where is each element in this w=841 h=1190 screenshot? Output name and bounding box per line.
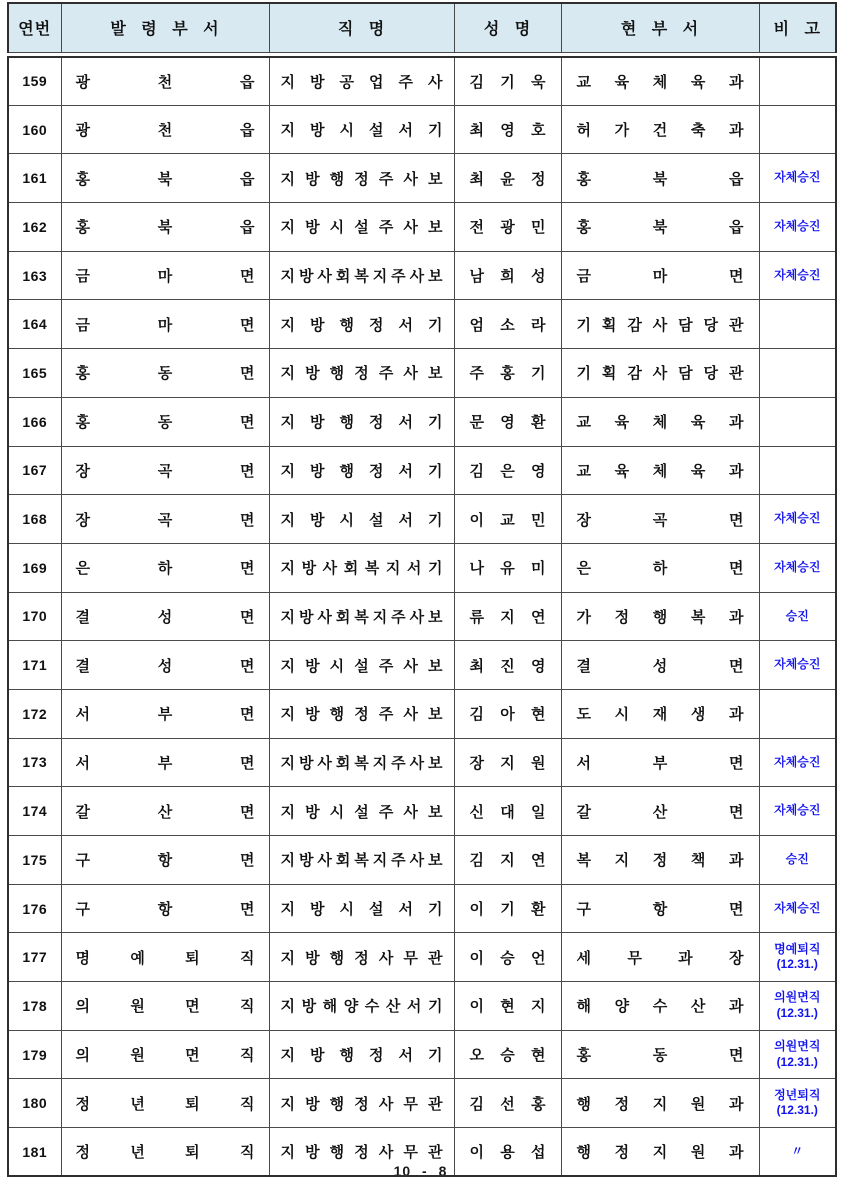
remark-cell	[759, 1030, 836, 1079]
name-cell: 최 진 영	[454, 641, 561, 690]
current-dept-cell: 행 정 지 원 과	[561, 1128, 759, 1177]
remark-cell	[759, 203, 836, 252]
table-row	[8, 105, 836, 154]
remark-cell	[759, 1128, 836, 1177]
position-cell: 지 방 사 회 복 지 주 사 보	[269, 592, 454, 641]
serial-cell: 164	[8, 300, 61, 349]
remark-text: 승진	[785, 608, 809, 623]
remark-text: 정년퇴직	[774, 1087, 821, 1102]
remark-cell	[759, 300, 836, 349]
table-row	[8, 738, 836, 787]
current-dept-cell: 금 마 면	[561, 251, 759, 300]
remark-text: 자체승진	[774, 511, 821, 526]
name-cell: 김 선 홍	[454, 1079, 561, 1128]
position-cell: 지 방 행 정 주 사 보	[269, 154, 454, 203]
current-dept-cell: 장 곡 면	[561, 495, 759, 544]
name-cell: 김 은 영	[454, 446, 561, 495]
remark-cell	[759, 592, 836, 641]
name-cell: 김 지 연	[454, 836, 561, 885]
col-header-position: 직 명	[269, 3, 454, 52]
current-dept-cell: 교 육 체 육 과	[561, 397, 759, 446]
serial-cell: 176	[8, 884, 61, 933]
remark-cell	[759, 1079, 836, 1128]
position-cell: 지 방 시 설 서 기	[269, 105, 454, 154]
name-cell: 류 지 연	[454, 592, 561, 641]
serial-cell: 169	[8, 543, 61, 592]
table-row	[8, 1128, 836, 1177]
name-cell: 엄 소 라	[454, 300, 561, 349]
assigned-dept-cell: 구 항 면	[61, 884, 269, 933]
serial-cell: 171	[8, 641, 61, 690]
assigned-dept-cell: 홍 북 읍	[61, 154, 269, 203]
position-cell: 지 방 행 정 사 무 관	[269, 1128, 454, 1177]
remark-text: 자체승진	[774, 803, 821, 818]
table-row	[8, 689, 836, 738]
remark-text: 자체승진	[774, 219, 821, 234]
table-row	[8, 884, 836, 933]
remark-text: 자체승진	[774, 900, 821, 915]
position-cell: 지 방 시 설 서 기	[269, 884, 454, 933]
remark-text: 자체승진	[774, 170, 821, 185]
remark-cell	[759, 738, 836, 787]
assigned-dept-cell: 정 년 퇴 직	[61, 1128, 269, 1177]
remark-text: 명예퇴직	[774, 941, 821, 956]
table-row	[8, 982, 836, 1031]
table-row	[8, 57, 836, 106]
serial-cell: 179	[8, 1030, 61, 1079]
table-row	[8, 349, 836, 398]
remark-cell	[759, 836, 836, 885]
table-row	[8, 1030, 836, 1079]
position-cell: 지 방 행 정 서 기	[269, 1030, 454, 1079]
current-dept-cell: 교 육 체 육 과	[561, 57, 759, 106]
current-dept-cell: 홍 북 읍	[561, 154, 759, 203]
position-cell: 지 방 해 양 수 산 서 기	[269, 982, 454, 1031]
remark-cell	[759, 884, 836, 933]
serial-cell: 161	[8, 154, 61, 203]
assigned-dept-cell: 은 하 면	[61, 543, 269, 592]
assigned-dept-cell: 홍 북 읍	[61, 203, 269, 252]
remark-text: 자체승진	[774, 657, 821, 672]
current-dept-cell: 허 가 건 축 과	[561, 105, 759, 154]
page-number: 10 - 8	[393, 1163, 448, 1179]
serial-cell: 181	[8, 1128, 61, 1177]
serial-cell: 160	[8, 105, 61, 154]
position-cell: 지 방 행 정 사 무 관	[269, 1079, 454, 1128]
col-header-serial: 연번	[8, 3, 61, 52]
position-cell: 지 방 시 설 서 기	[269, 495, 454, 544]
remark-cell	[759, 446, 836, 495]
current-dept-cell: 홍 북 읍	[561, 203, 759, 252]
remark-date: (12.31.)	[776, 1103, 818, 1118]
name-cell: 이 용 섭	[454, 1128, 561, 1177]
assigned-dept-cell: 의 원 면 직	[61, 1030, 269, 1079]
table-row	[8, 251, 836, 300]
assigned-dept-cell: 갈 산 면	[61, 787, 269, 836]
current-dept-cell: 갈 산 면	[561, 787, 759, 836]
table-row	[8, 300, 836, 349]
position-cell: 지 방 사 회 복 지 주 사 보	[269, 738, 454, 787]
remark-cell	[759, 933, 836, 982]
col-header-name: 성 명	[454, 3, 561, 52]
remark-cell	[759, 57, 836, 106]
position-cell: 지 방 시 설 주 사 보	[269, 203, 454, 252]
current-dept-cell: 해 양 수 산 과	[561, 982, 759, 1031]
remark-text: 자체승진	[774, 754, 821, 769]
remark-cell	[759, 689, 836, 738]
position-cell: 지 방 사 회 복 지 서 기	[269, 543, 454, 592]
position-cell: 지 방 시 설 주 사 보	[269, 787, 454, 836]
remark-cell	[759, 397, 836, 446]
serial-cell: 180	[8, 1079, 61, 1128]
name-cell: 김 아 현	[454, 689, 561, 738]
name-cell: 주 홍 기	[454, 349, 561, 398]
remark-text: 〃	[791, 1143, 804, 1158]
table-row	[8, 787, 836, 836]
remark-date: (12.31.)	[776, 957, 818, 972]
remark-text: 의원면직	[774, 1039, 821, 1053]
serial-cell: 174	[8, 787, 61, 836]
table-row	[8, 397, 836, 446]
assigned-dept-cell: 결 성 면	[61, 641, 269, 690]
col-header-current-dept: 현 부 서	[561, 3, 759, 52]
remark-cell	[759, 105, 836, 154]
position-cell: 지 방 공 업 주 사	[269, 57, 454, 106]
assigned-dept-cell: 구 항 면	[61, 836, 269, 885]
col-header-remarks: 비 고	[759, 3, 836, 52]
table-body	[8, 57, 836, 1177]
position-cell: 지 방 행 정 사 무 관	[269, 933, 454, 982]
current-dept-cell: 복 지 정 책 과	[561, 836, 759, 885]
serial-cell: 172	[8, 689, 61, 738]
col-header-assigned-dept: 발 령 부 서	[61, 3, 269, 52]
current-dept-cell: 행 정 지 원 과	[561, 1079, 759, 1128]
name-cell: 이 교 민	[454, 495, 561, 544]
table-row	[8, 446, 836, 495]
assigned-dept-cell: 장 곡 면	[61, 495, 269, 544]
assigned-dept-cell: 홍 동 면	[61, 349, 269, 398]
name-cell: 남 희 성	[454, 251, 561, 300]
current-dept-cell: 구 항 면	[561, 884, 759, 933]
remark-cell	[759, 154, 836, 203]
serial-cell: 159	[8, 57, 61, 106]
remark-text: 의원면직	[774, 990, 821, 1005]
assigned-dept-cell: 장 곡 면	[61, 446, 269, 495]
serial-cell: 165	[8, 349, 61, 398]
assigned-dept-cell: 서 부 면	[61, 689, 269, 738]
position-cell: 지 방 행 정 서 기	[269, 397, 454, 446]
name-cell: 신 대 일	[454, 787, 561, 836]
serial-cell: 178	[8, 982, 61, 1031]
position-cell: 지 방 시 설 주 사 보	[269, 641, 454, 690]
current-dept-cell: 은 하 면	[561, 543, 759, 592]
remark-date: (12.31.)	[776, 1054, 818, 1069]
serial-cell: 166	[8, 397, 61, 446]
position-cell: 지 방 행 정 서 기	[269, 446, 454, 495]
position-cell: 지 방 사 회 복 지 주 사 보	[269, 836, 454, 885]
current-dept-cell: 세 무 과 장	[561, 933, 759, 982]
table-header	[7, 2, 837, 53]
current-dept-cell: 도 시 재 생 과	[561, 689, 759, 738]
table-body-grid	[7, 56, 837, 1178]
remark-cell	[759, 251, 836, 300]
name-cell: 문 영 환	[454, 397, 561, 446]
serial-cell: 170	[8, 592, 61, 641]
serial-cell: 177	[8, 933, 61, 982]
current-dept-cell: 결 성 면	[561, 641, 759, 690]
serial-cell: 163	[8, 251, 61, 300]
assigned-dept-cell: 의 원 면 직	[61, 982, 269, 1031]
name-cell: 최 영 호	[454, 105, 561, 154]
header-row	[8, 3, 836, 52]
table-row	[8, 592, 836, 641]
current-dept-cell: 가 정 행 복 과	[561, 592, 759, 641]
assigned-dept-cell: 금 마 면	[61, 251, 269, 300]
table-row	[8, 203, 836, 252]
remark-date: (12.31.)	[776, 1005, 818, 1020]
serial-cell: 162	[8, 203, 61, 252]
name-cell: 이 승 언	[454, 933, 561, 982]
serial-cell: 168	[8, 495, 61, 544]
assigned-dept-cell: 광 천 읍	[61, 105, 269, 154]
position-cell: 지 방 행 정 주 사 보	[269, 689, 454, 738]
name-cell: 이 현 지	[454, 982, 561, 1031]
name-cell: 나 유 미	[454, 543, 561, 592]
name-cell: 전 광 민	[454, 203, 561, 252]
assigned-dept-cell: 서 부 면	[61, 738, 269, 787]
name-cell: 이 기 환	[454, 884, 561, 933]
name-cell: 김 기 욱	[454, 57, 561, 106]
serial-cell: 173	[8, 738, 61, 787]
current-dept-cell: 기 획 감 사 담 당 관	[561, 349, 759, 398]
assigned-dept-cell: 광 천 읍	[61, 57, 269, 106]
remark-text: 승진	[785, 852, 809, 867]
remark-text: 자체승진	[774, 559, 821, 574]
table-row	[8, 154, 836, 203]
remark-cell	[759, 641, 836, 690]
position-cell: 지 방 행 정 주 사 보	[269, 349, 454, 398]
position-cell: 지 방 사 회 복 지 주 사 보	[269, 251, 454, 300]
table-row	[8, 933, 836, 982]
table-row	[8, 836, 836, 885]
table-row	[8, 1079, 836, 1128]
serial-cell: 175	[8, 836, 61, 885]
name-cell: 최 윤 정	[454, 154, 561, 203]
current-dept-cell: 기 획 감 사 담 당 관	[561, 300, 759, 349]
name-cell: 장 지 원	[454, 738, 561, 787]
remark-text: 자체승진	[774, 267, 821, 282]
remark-cell	[759, 982, 836, 1031]
remark-cell	[759, 543, 836, 592]
current-dept-cell: 홍 동 면	[561, 1030, 759, 1079]
personnel-table	[7, 2, 835, 1177]
table-row	[8, 543, 836, 592]
remark-cell	[759, 349, 836, 398]
assigned-dept-cell: 금 마 면	[61, 300, 269, 349]
remark-cell	[759, 495, 836, 544]
assigned-dept-cell: 결 성 면	[61, 592, 269, 641]
assigned-dept-cell: 홍 동 면	[61, 397, 269, 446]
table-row	[8, 495, 836, 544]
current-dept-cell: 교 육 체 육 과	[561, 446, 759, 495]
table-row	[8, 641, 836, 690]
assigned-dept-cell: 명 예 퇴 직	[61, 933, 269, 982]
position-cell: 지 방 행 정 서 기	[269, 300, 454, 349]
remark-cell	[759, 787, 836, 836]
current-dept-cell: 서 부 면	[561, 738, 759, 787]
name-cell: 오 승 현	[454, 1030, 561, 1079]
assigned-dept-cell: 정 년 퇴 직	[61, 1079, 269, 1128]
serial-cell: 167	[8, 446, 61, 495]
